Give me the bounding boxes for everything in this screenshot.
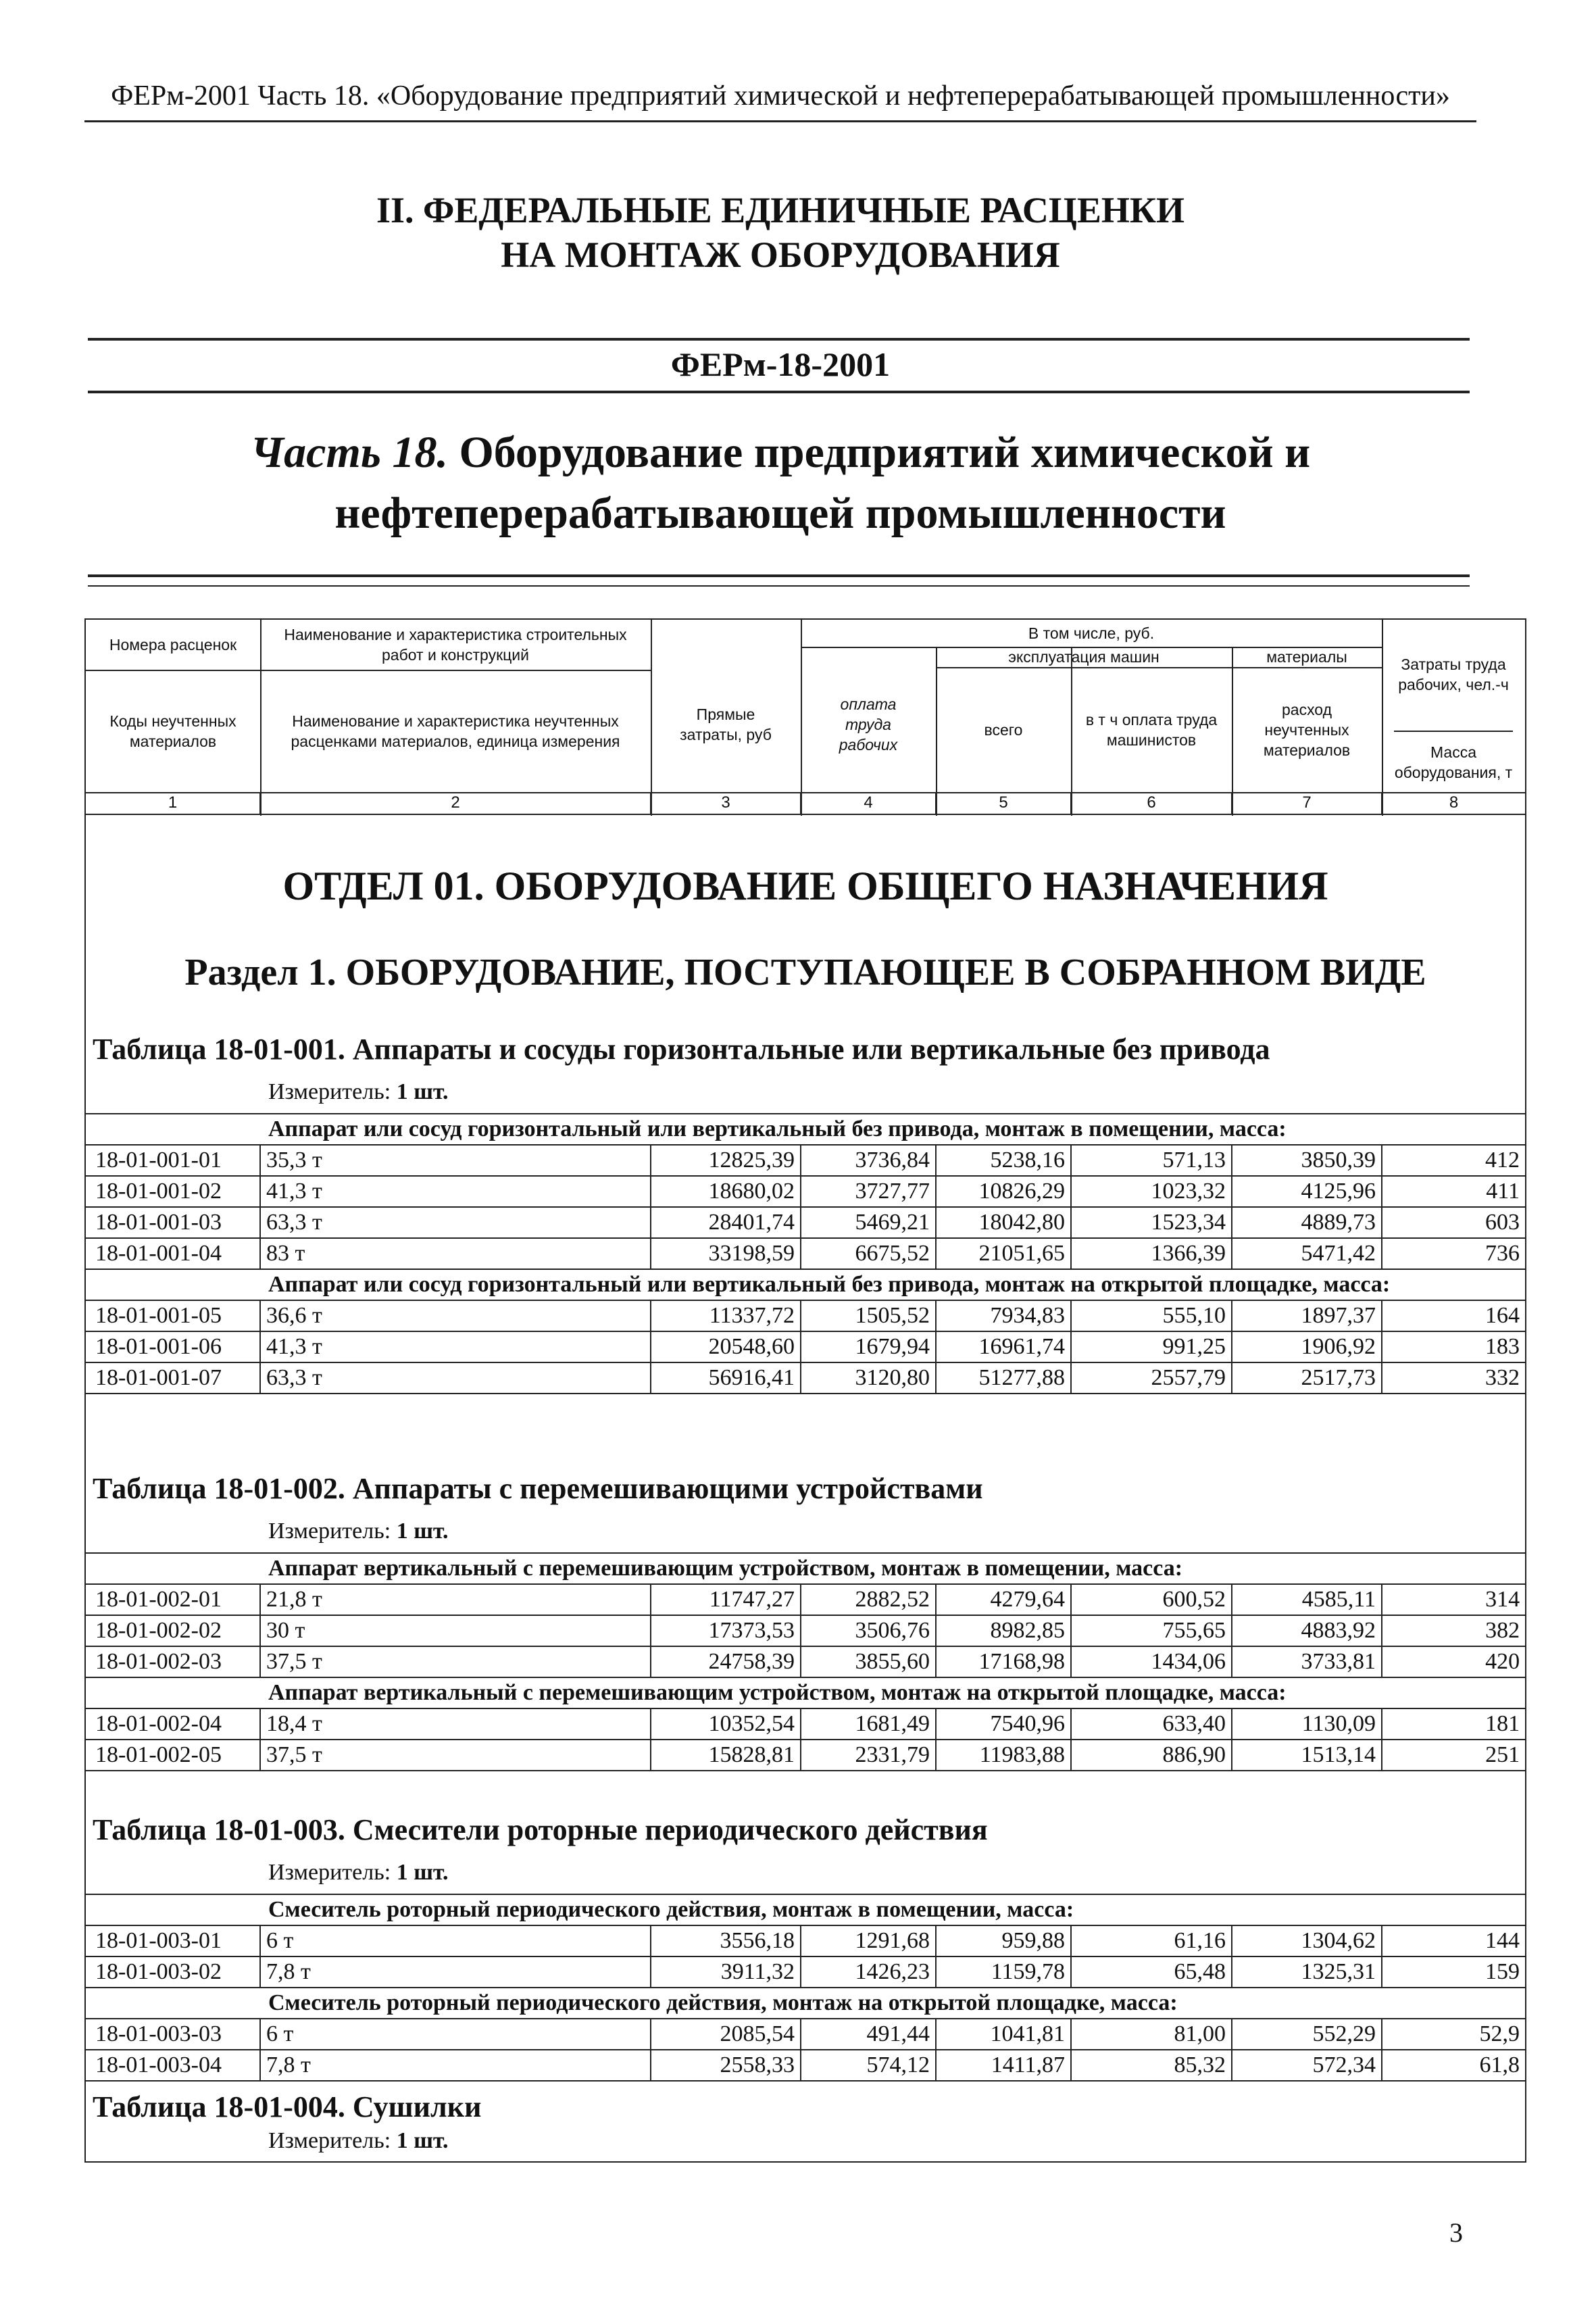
document-title: [88, 188, 1473, 277]
department-title: ОТДЕЛ 01. ОБОРУДОВАНИЕ ОБЩЕГО НАЗНАЧЕНИЯ: [282, 864, 1328, 908]
rates-table: [86, 1894, 1525, 2082]
part-title: [88, 422, 1473, 544]
group-heading: Смеситель роторный периодического действия, монтаж в помещении, масса:: [86, 1894, 1525, 1925]
header-materials: материалы: [1266, 648, 1347, 666]
header-labor-costs: Затраты труда рабочих, чел.-ч: [1398, 656, 1509, 693]
table-row: 18-01-002-01 21,8 т 11747,27 2882,52 4279,64 600,52 4585,11 314: [86, 1584, 1525, 1615]
rule: [88, 391, 1470, 393]
table-row: 18-01-002-05 37,5 т 15828,81 2331,79 11983,88 886,90 1513,14 251: [86, 1740, 1525, 1771]
group-heading: Аппарат вертикальный с перемешивающим устройством, монтаж на открытой площадке, масса:: [86, 1677, 1525, 1708]
table-title: Таблица 18-01-001. Аппараты и сосуды горизонтальные или вертикальные без привода: [93, 1033, 1270, 1066]
rates-table-frame: [84, 618, 1526, 2163]
column-number: 2: [260, 792, 651, 814]
header-works-name: Наименование и характеристика строительных работ и конструкций: [284, 626, 627, 664]
column-number: 8: [1382, 792, 1525, 814]
table-title: Таблица 18-01-003. Смесители роторные периодического действия: [93, 1813, 988, 1846]
header-machines: эксплуатация машин: [1008, 648, 1159, 666]
column-number: 3: [651, 792, 801, 814]
table-row: 18-01-003-03 6 т 2085,54 491,44 1041,81 81,00 552,29 52,9: [86, 2019, 1525, 2050]
header-rule: [84, 120, 1476, 122]
table-row: 18-01-003-02 7,8 т 3911,32 1426,23 1159,78 65,48 1325,31 159: [86, 1956, 1525, 1988]
group-heading: Аппарат вертикальный с перемешивающим устройством, монтаж в помещении, масса:: [86, 1553, 1525, 1584]
code-title: ФЕРм-18-2001: [670, 345, 891, 383]
header-material-consumption: расход неучтенных материалов: [1263, 700, 1351, 759]
part-title-line-2: нефтеперерабатывающей промышленности: [334, 489, 1226, 538]
rule: [88, 338, 1470, 341]
rates-table: [86, 1113, 1525, 1394]
rule: [88, 574, 1470, 577]
group-heading: Смеситель роторный периодического действия, монтаж на открытой площадке, масса:: [86, 1988, 1525, 2019]
unit-line: Измеритель: 1 шт.: [268, 1519, 449, 1544]
header-material-codes: Коды неучтенных материалов: [109, 712, 236, 750]
header-materials-name: Наименование и характеристика неучтенных расценками материалов, единица измерения: [291, 712, 620, 750]
column-number: 6: [1071, 792, 1232, 814]
group-heading: Аппарат или сосуд горизонтальный или вертикальный без привода, монтаж на открытой площадке, масса:: [86, 1269, 1525, 1300]
unit-line: Измеритель: 1 шт.: [268, 1860, 449, 1885]
table-row: 18-01-003-01 6 т 3556,18 1291,68 959,88 61,16 1304,62 144: [86, 1925, 1525, 1956]
header-operator-pay: в т ч оплата труда машинистов: [1085, 710, 1218, 749]
header-rate-numbers: Номера расценок: [109, 636, 237, 654]
table-row: 18-01-001-02 41,3 т 18680,02 3727,77 10826,29 1023,32 4125,96 411: [86, 1176, 1525, 1207]
column-number: 5: [936, 792, 1071, 814]
table-row: 18-01-003-04 7,8 т 2558,33 574,12 1411,87 85,32 572,34 61,8: [86, 2050, 1525, 2081]
column-header: [86, 620, 1525, 816]
group-heading: Аппарат или сосуд горизонтальный или вертикальный без привода, монтаж в помещении, масса:: [86, 1114, 1525, 1145]
table-row: 18-01-001-07 63,3 т 56916,41 3120,80 51277,88 2557,79 2517,73 332: [86, 1362, 1525, 1394]
unit-line: Измеритель: 1 шт.: [268, 1079, 449, 1104]
page-number: 3: [1449, 2217, 1463, 2248]
header-direct-costs: Прямые затраты, руб: [680, 706, 772, 743]
table-row: 18-01-001-01 35,3 т 12825,39 3736,84 5238,16 571,13 3850,39 412: [86, 1145, 1525, 1176]
table-row: 18-01-001-06 41,3 т 20548,60 1679,94 16961,74 991,25 1906,92 183: [86, 1331, 1525, 1362]
column-number: 7: [1232, 792, 1382, 814]
part-prefix: Часть 18.: [250, 428, 448, 477]
part-title-line-1: Оборудование предприятий химической и: [459, 428, 1311, 477]
column-number-row: [86, 792, 1525, 815]
header-worker-pay: оплата труда рабочих: [839, 695, 898, 754]
rule: [88, 585, 1470, 587]
column-number: 1: [86, 792, 260, 814]
title-line-2: НА МОНТАЖ ОБОРУДОВАНИЯ: [501, 235, 1060, 275]
column-number: 4: [801, 792, 936, 814]
table-title: Таблица 18-01-004. Сушилки: [93, 2090, 482, 2123]
rates-table: [86, 1552, 1525, 1771]
table-title: Таблица 18-01-002. Аппараты с перемешивающими устройствами: [93, 1472, 983, 1505]
section-title: Раздел 1. ОБОРУДОВАНИЕ, ПОСТУПАЮЩЕЕ В СОБРАННОМ ВИДЕ: [184, 952, 1426, 993]
header-in-total: В том числе, руб.: [1028, 624, 1155, 642]
table-row: 18-01-001-04 83 т 33198,59 6675,52 21051,65 1366,39 5471,42 736: [86, 1238, 1525, 1269]
table-row: 18-01-001-05 36,6 т 11337,72 1505,52 7934,83 555,10 1897,37 164: [86, 1300, 1525, 1331]
table-row: 18-01-001-03 63,3 т 28401,74 5469,21 18042,80 1523,34 4889,73 603: [86, 1207, 1525, 1238]
table-row: 18-01-002-02 30 т 17373,53 3506,76 8982,85 755,65 4883,92 382: [86, 1615, 1525, 1646]
table-row: 18-01-002-04 18,4 т 10352,54 1681,49 7540,96 633,40 1130,09 181: [86, 1708, 1525, 1740]
unit-line: Измеритель: 1 шт.: [268, 2128, 449, 2153]
header-equipment-mass: Масса оборудования, т: [1394, 743, 1513, 781]
running-header: ФЕРм-2001 Часть 18. «Оборудование предприятий химической и нефтеперерабатывающей промышленности»: [111, 80, 1450, 112]
title-line-1: II. ФЕДЕРАЛЬНЫЕ ЕДИНИЧНЫЕ РАСЦЕНКИ: [376, 190, 1185, 230]
header-machines-total: всего: [984, 720, 1023, 739]
table-row: 18-01-002-03 37,5 т 24758,39 3855,60 17168,98 1434,06 3733,81 420: [86, 1646, 1525, 1677]
